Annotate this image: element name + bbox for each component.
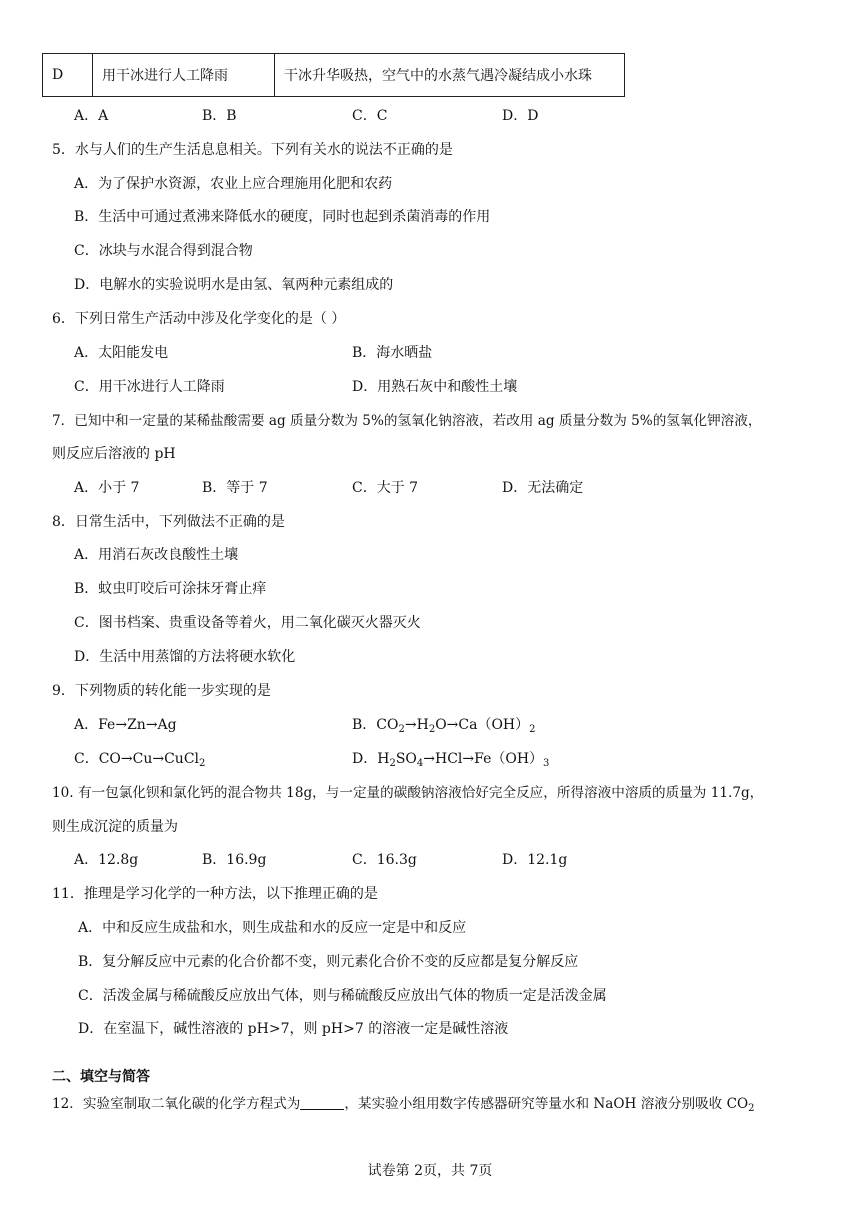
q5-stem: 5．水与人们的生产生活息息相关。下列有关水的说法不正确的是: [52, 142, 453, 158]
q5-option-d: D．电解水的实验说明水是由氢、氧两种元素组成的: [74, 277, 394, 293]
q12-stem: 12．实验室制取二氧化碳的化学方程式为 ，某实验小组用数字传感器研究等量水和 NaOH 溶液分别吸收 $CO_2$: [52, 1096, 755, 1114]
q9-option-d: D．$H_2SO_4\to HCl\to Fe(OH)_3$: [352, 751, 550, 769]
q4-option-c: C．C: [352, 108, 388, 124]
q8-option-c: C．图书档案、贵重设备等着火，用二氧化碳灭火器灭火: [74, 615, 421, 631]
q6-option-c: C．用干冰进行人工降雨: [74, 379, 225, 395]
q11-option-c: C．活泼金属与稀硫酸反应放出气体，则与稀硫酸反应放出气体的物质一定是活泼金属: [78, 988, 607, 1004]
q4-option-b: B．B: [202, 108, 237, 124]
q7-option-c: C．大于 7: [352, 480, 419, 496]
section-title: 二、填空与简答: [52, 1069, 150, 1085]
q7-option-a: A．小于 7: [74, 480, 140, 496]
q5-option-b: B．生活中可通过煮沸来降低水的硬度，同时也起到杀菌消毒的作用: [74, 209, 491, 225]
q7-option-d: D．无法确定: [502, 480, 584, 496]
q6-option-d: D．用熟石灰中和酸性土壤: [352, 379, 518, 395]
q7-option-b: B．等于 7: [202, 480, 268, 496]
q5-option-a: A．为了保护水资源，农业上应合理施用化肥和农药: [74, 176, 393, 192]
table-cell-option: D: [43, 54, 93, 97]
page-footer: 试卷第 2页，共 7页: [367, 1163, 493, 1179]
q10-stem-line1: 10. 有一包氯化钡和氯化钙的混合物共 18g，与一定量的碳酸钠溶液恰好完全反应，所得溶液中溶质的质量为 11.7g，: [52, 785, 764, 801]
q9-option-c: C．CO→Cu→CuCl$_2$: [74, 751, 206, 769]
q4-option-d: D．D: [502, 108, 539, 124]
q8-option-d: D．生活中用蒸馏的方法将硬水软化: [74, 649, 296, 665]
q11-stem: 11．推理是学习化学的一种方法，以下推理正确的是: [52, 886, 378, 902]
q9-option-b: B．$CO_2\to H_2O\to Ca(OH)_2$: [352, 717, 536, 735]
q8-stem: 8．日常生活中，下列做法不正确的是: [52, 514, 285, 530]
q10-option-a: A．12.8g: [74, 852, 139, 868]
q8-option-a: A．用消石灰改良酸性土壤: [74, 547, 239, 563]
q9-stem: 9．下列物质的转化能一步实现的是: [52, 683, 271, 699]
q6-stem: 6．下列日常生产活动中涉及化学变化的是（ ）: [52, 311, 346, 327]
q10-stem-line2: 则生成沉淀的质量为: [52, 819, 178, 835]
q5-option-c: C．冰块与水混合得到混合物: [74, 243, 253, 259]
answer-table: [42, 53, 625, 97]
q11-option-b: B．复分解反应中元素的化合价都不变，则元素化合价不变的反应都是复分解反应: [78, 954, 579, 970]
q9-option-a: A．Fe→Zn→Ag: [74, 717, 177, 733]
table-row: [43, 54, 625, 97]
q6-option-b: B．海水晒盐: [352, 345, 433, 361]
q7-stem-line1: 7．已知中和一定量的某稀盐酸需要 ag 质量分数为 5%的氢氧化钠溶液，若改用 ag 质量分数为 5%的氢氧化钾溶液，: [52, 413, 762, 429]
q8-option-b: B．蚊虫叮咬后可涂抹牙膏止痒: [74, 581, 267, 597]
q10-option-c: C．16.3g: [352, 852, 417, 868]
q6-option-a: A．太阳能发电: [74, 345, 169, 361]
q7-stem-line2: 则反应后溶液的 pH: [52, 446, 176, 462]
q10-option-b: B．16.9g: [202, 852, 267, 868]
q4-option-a: A．A: [74, 108, 109, 124]
table-cell-method: 用干冰进行人工降雨: [93, 54, 275, 97]
q11-option-a: A．中和反应生成盐和水，则生成盐和水的反应一定是中和反应: [78, 920, 467, 936]
q10-option-d: D．12.1g: [502, 852, 568, 868]
answer-blank: [300, 1095, 344, 1110]
q11-option-d: D．在室温下，碱性溶液的 pH>7，则 pH>7 的溶液一定是碱性溶液: [78, 1021, 509, 1037]
table-cell-explanation: 干冰升华吸热，空气中的水蒸气遇冷凝结成小水珠: [275, 54, 625, 97]
